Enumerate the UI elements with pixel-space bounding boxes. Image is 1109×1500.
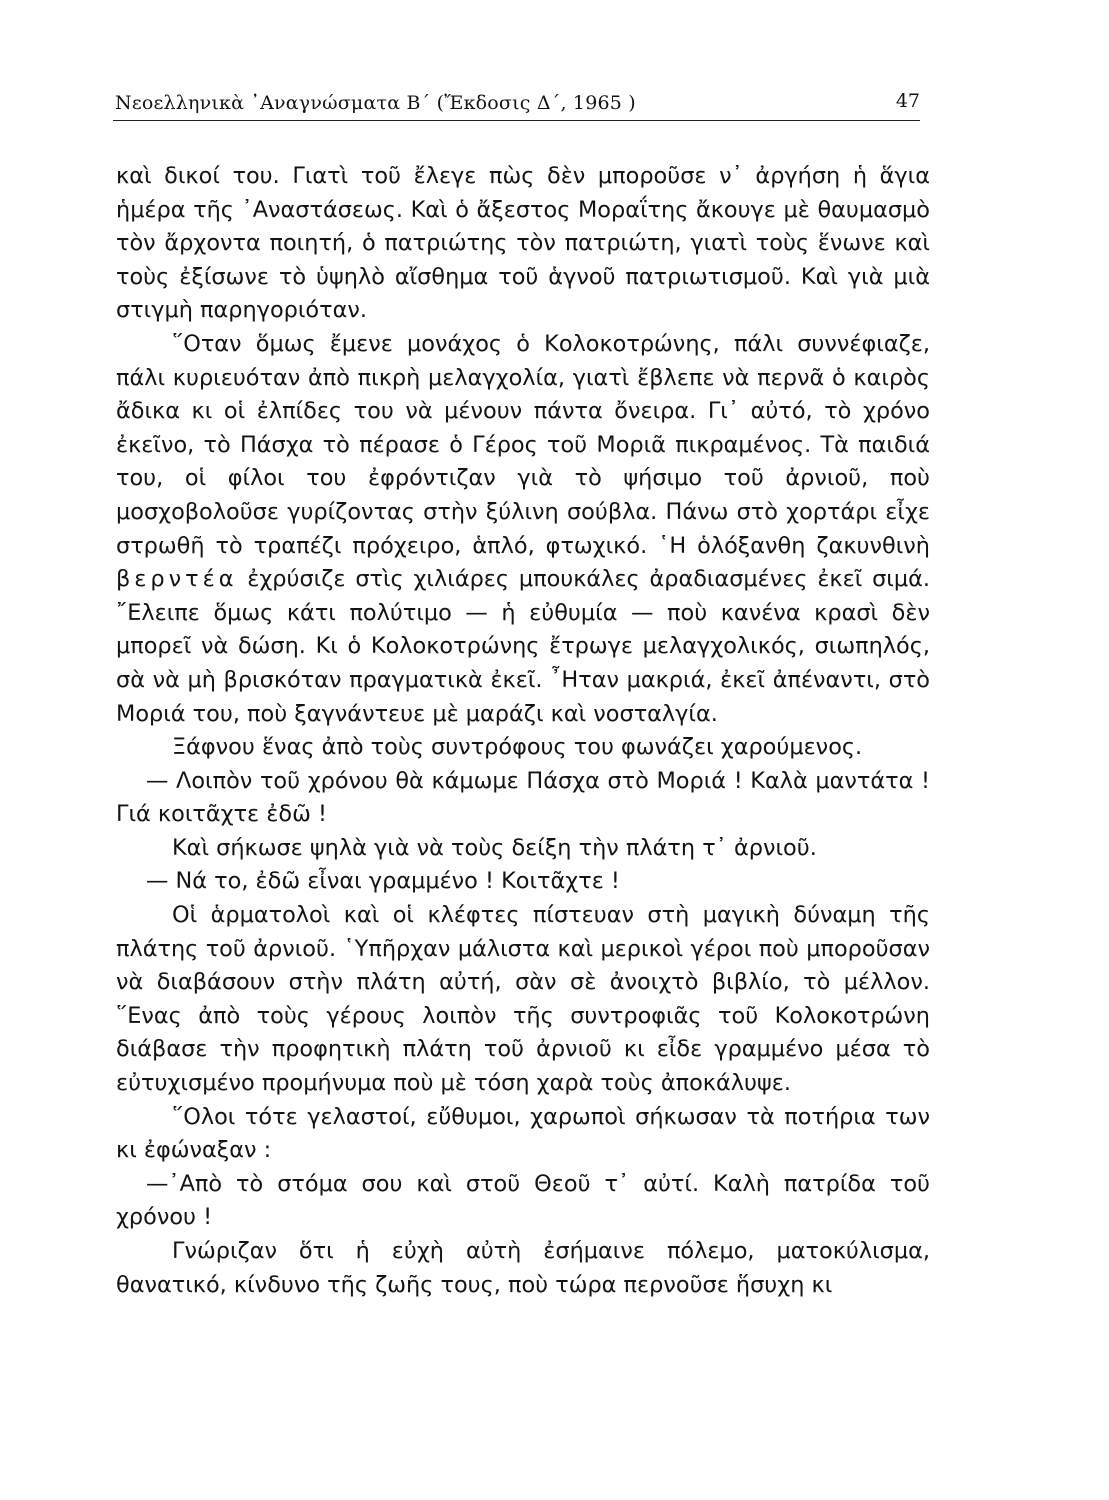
paragraph-7: Οἱ ἁρματολοὶ καὶ οἱ κλέφτες πίστευαν στὴ μαγικὴ δύναμη τῆς πλάτης τοῦ ἀρνιοῦ. ῾Υπῆρχαν μάλιστα καὶ μερικοὶ γέροι ποὺ μποροῦσαν νὰ διαβάσουν στὴν πλάτη αὐτή, σὰν σὲ ἀνοιχτὸ βιβλίο, τὸ μέλλον. ῞Ενας ἀπὸ τοὺς γέρους λοιπὸν τῆς συντροφιᾶς τοῦ Κολοκοτρώνη διάβασε τὴν προφητικὴ πλάτη τοῦ ἀρνιοῦ κι εἶδε γραμμένο μέσα τὸ εὐτυχισμένο προμήνυμα ποὺ μὲ τόση χαρὰ τοὺς ἀποκάλυψε. (116, 902, 930, 1097)
paragraph-10: Γνώριζαν ὅτι ἡ εὐχὴ αὐτὴ ἐσήμαινε πόλεμο, ματοκύλισμα, θανατικό, κίνδυνο τῆς ζωῆς τους, ποὺ τώρα περνοῦσε ἥσυχη κι (116, 1238, 930, 1298)
book-title: Νεοελληνικὰ ᾿Αναγνώσματα Β΄ (Ἔκδοσις Δ΄, 1965 ) (115, 92, 636, 114)
running-header (113, 90, 920, 121)
paragraph-3: Ξάφνου ἕνας ἀπὸ τοὺς συντρόφους του φωνάζει χαρούμενος. (172, 734, 863, 761)
emphasized-word: βερντέα (116, 566, 238, 593)
dialogue-line-3: —᾿Απὸ τὸ στόμα σου καὶ στοῦ Θεοῦ τ᾿ αὐτί. Καλὴ πατρίδα τοῦ χρόνου ! (116, 1170, 930, 1231)
dialogue-line-2: — Νά το, ἐδῶ εἶναι γραμμένο ! Κοιτᾶχτε ! (146, 868, 620, 895)
paragraph-5: Καὶ σήκωσε ψηλὰ γιὰ νὰ τοὺς δείξη τὴν πλάτη τ᾿ ἀρνιοῦ. (172, 834, 817, 861)
paragraph-2-text-b: ἐχρύσιζε στὶς χιλιάρες μπουκάλες ἀραδιασμένες ἐκεῖ σιμά. ῎Ελειπε ὅμως κάτι πολύτιμο — ἡ εὐθυμία — ποὺ κανένα κρασὶ δὲν μπορεῖ νὰ δώση. Κι ὁ Κολοκοτρώνης ἔτρωγε μελαγχολικός, σιωπηλός, σὰ νὰ μὴ βρισκόταν πραγματικὰ ἐκεῖ. ῏Ηταν μακριά, ἐκεῖ ἀπέναντι, στὸ Μοριά του, ποὺ ξαγνάντευε μὲ μαράζι καὶ νοσταλγία. (116, 566, 930, 727)
paragraph-2-text-a: ῞Οταν ὅμως ἔμενε μονάχος ὁ Κολοκοτρώνης, πάλι συννέφιαζε, πάλι κυριευόταν ἀπὸ πικρὴ μελαγχολία, γιατὶ ἔβλεπε νὰ περνᾶ ὁ καιρὸς ἄδικα κι οἱ ἐλπίδες του νὰ μένουν πάντα ὄνειρα. Γι᾿ αὐτό, τὸ χρόνο ἐκεῖνο, τὸ Πάσχα τὸ πέρασε ὁ Γέρος τοῦ Μοριᾶ πικραμένος. Τὰ παιδιά του, οἱ φίλοι του ἐφρόντιζαν γιὰ τὸ ψήσιμο τοῦ ἀρνιοῦ, ποὺ μοσχοβολοῦσε γυρίζοντας στὴν ξύλινη σούβλα. Πάνω στὸ χορτάρι εἶχε στρωθῆ τὸ τραπέζι πρόχειρο, ἁπλό, φτωχικό. ῾Η ὁλόξανθη ζακυνθινὴ (116, 330, 930, 559)
paragraph-2 (116, 328, 930, 731)
body-text (116, 160, 930, 1302)
dialogue-line-1: — Λοιπὸν τοῦ χρόνου θὰ κάμωμε Πάσχα στὸ Μοριά ! Καλὰ μαντάτα ! Γιά κοιτᾶχτε ἐδῶ ! (116, 767, 930, 828)
paragraph-8: ῞Ολοι τότε γελαστοί, εὔθυμοι, χαρωποὶ σήκωσαν τὰ ποτήρια των κι ἐφώναξαν : (116, 1103, 930, 1164)
paragraph-1: καὶ δικοί του. Γιατὶ τοῦ ἔλεγε πὼς δὲν μποροῦσε ν᾿ ἀργήση ἡ ἅγια ἡμέρα τῆς ᾿Αναστάσεως. Καὶ ὁ ἄξεστος Μοραΐτης ἄκουγε μὲ θαυμασμὸ τὸν ἄρχοντα ποιητή, ὁ πατριώτης τὸν πατριώτη, γιατὶ τοὺς ἕνωνε καὶ τοὺς ἐξίσωνε τὸ ὑψηλὸ αἴσθημα τοῦ ἁγνοῦ πατριωτισμοῦ. Καὶ γιὰ μιὰ στιγμὴ παρηγοριόταν. (116, 163, 930, 324)
page-number: 47 (895, 90, 920, 112)
